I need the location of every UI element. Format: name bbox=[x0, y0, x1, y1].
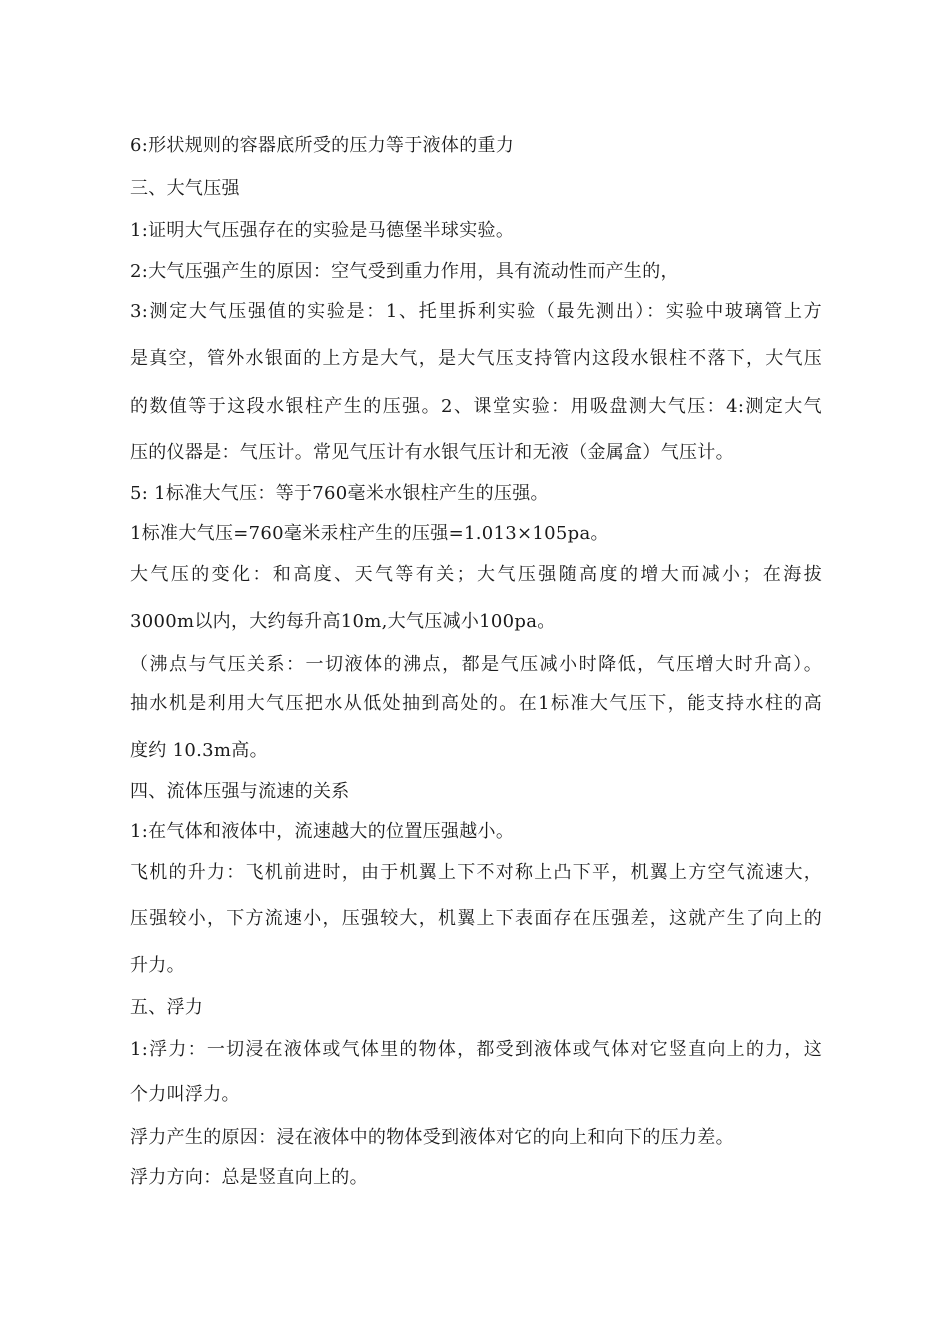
text-line: 3:测定大气压强值的实验是：1、托里拆利实验（最先测出）：实验中玻璃管上方 bbox=[130, 301, 822, 322]
text-line: 度约 10.3m高。 bbox=[130, 740, 268, 761]
text-line: 浮力产生的原因：浸在液体中的物体受到液体对它的向上和向下的压力差。 bbox=[130, 1127, 734, 1148]
text-line: 飞机的升力：飞机前进时，由于机翼上下不对称上凸下平，机翼上方空气流速大， bbox=[130, 862, 822, 883]
text-line: 1:在气体和液体中，流速越大的位置压强越小。 bbox=[130, 821, 515, 842]
section-heading: 五、浮力 bbox=[130, 997, 204, 1018]
text-line: 2:大气压强产生的原因：空气受到重力作用，具有流动性而产生的， bbox=[130, 261, 679, 282]
text-line: 压的仪器是：气压计。常见气压计有水银气压计和无液（金属盒）气压计。 bbox=[130, 442, 734, 463]
text-line: （沸点与气压关系：一切液体的沸点，都是气压减小时降低，气压增大时升高）。 bbox=[130, 654, 822, 675]
section-heading: 四、流体压强与流速的关系 bbox=[130, 781, 350, 802]
text-line: 1标准大气压=760毫米汞柱产生的压强=1.013×105pa。 bbox=[130, 523, 609, 544]
text-line: 6:形状规则的容器底所受的压力等于液体的重力 bbox=[130, 135, 515, 156]
text-line: 升力。 bbox=[130, 955, 185, 976]
text-line: 大气压的变化：和高度、天气等有关；大气压强随高度的增大而减小；在海拔 bbox=[130, 564, 822, 585]
text-line: 1:证明大气压强存在的实验是马德堡半球实验。 bbox=[130, 220, 515, 241]
text-line: 1:浮力：一切浸在液体或气体里的物体，都受到液体或气体对它竖直向上的力，这 bbox=[130, 1039, 822, 1060]
text-line: 是真空，管外水银面的上方是大气，是大气压支持管内这段水银柱不落下，大气压 bbox=[130, 348, 822, 369]
text-line: 的数值等于这段水银柱产生的压强。2、课堂实验：用吸盘测大气压：4:测定大气 bbox=[130, 396, 822, 417]
text-line: 压强较小，下方流速小，压强较大，机翼上下表面存在压强差，这就产生了向上的 bbox=[130, 908, 822, 929]
section-heading: 三、大气压强 bbox=[130, 178, 240, 199]
text-line: 抽水机是利用大气压把水从低处抽到高处的。在1标准大气压下，能支持水柱的高 bbox=[130, 693, 822, 714]
text-line: 5: 1标准大气压：等于760毫米水银柱产生的压强。 bbox=[130, 483, 549, 504]
text-line: 浮力方向：总是竖直向上的。 bbox=[130, 1167, 368, 1188]
text-line: 个力叫浮力。 bbox=[130, 1084, 240, 1105]
text-line: 3000m以内，大约每升高10m,大气压减小100pa。 bbox=[130, 611, 556, 632]
